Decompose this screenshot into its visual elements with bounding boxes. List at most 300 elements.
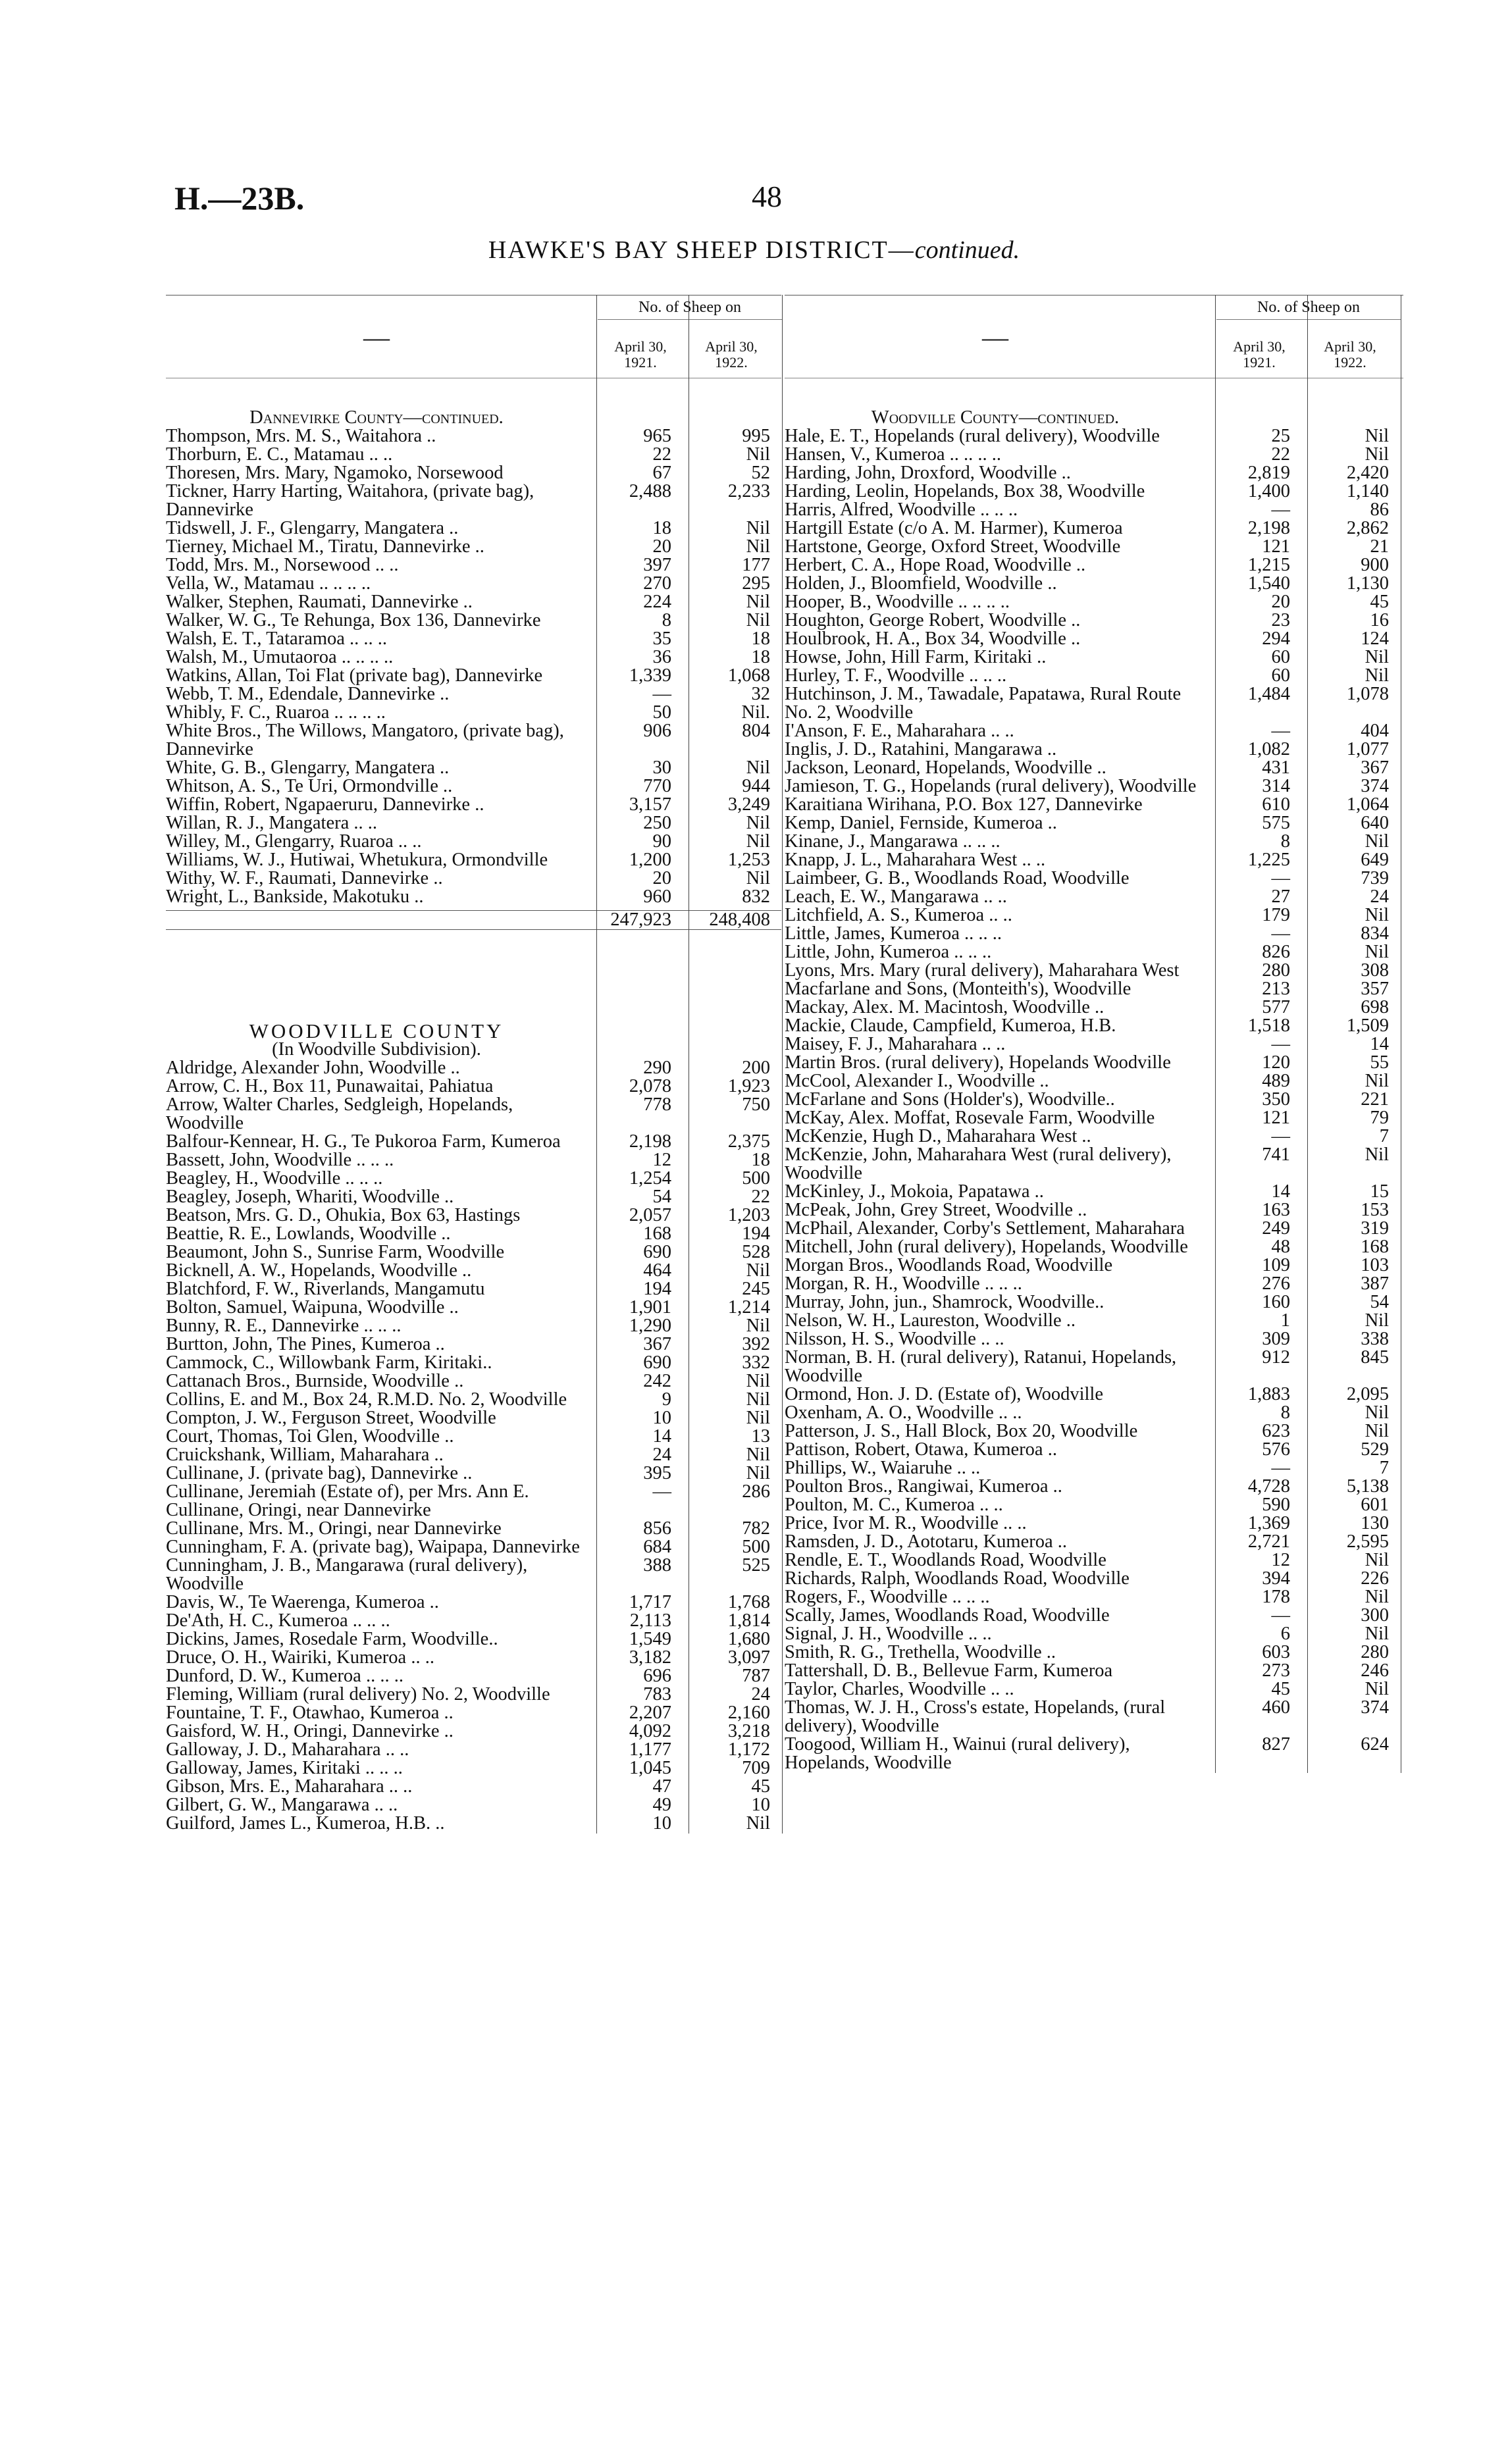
owner-name: Norman, B. H. (rural delivery), Ratanui, Hopelands, Woodville [785,1347,1177,1386]
table-row [785,962,1403,980]
sheep-1921: 965 [643,426,671,446]
owner-name: Beaumont, John S., Sunrise Farm, Woodville [166,1242,505,1262]
title-continued: continued. [914,236,1020,264]
owner-name: Kinane, J., Mangarawa .. .. .. [785,831,1001,852]
sheep-1922: Nil. [741,702,770,723]
table-row [785,980,1403,998]
owner-name: Rendle, E. T., Woodlands Road, Woodville [785,1550,1106,1570]
table-row [785,814,1403,833]
sheep-1922: 177 [742,555,770,575]
sheep-1922: 24 [751,1684,770,1705]
sheep-1921: 1,400 [1247,481,1290,501]
owner-name: Davis, W., Te Waerenga, Kumeroa .. [166,1592,439,1612]
owner-name: Richards, Ralph, Woodlands Road, Woodville [785,1568,1130,1589]
sheep-1922: 832 [742,886,770,907]
sheep-1922: 15 [1370,1181,1389,1202]
owner-name: Martin Bros. (rural delivery), Hopelands Woodville [785,1052,1171,1073]
table-row [785,925,1403,943]
sheep-1921: 121 [1262,536,1290,557]
table-row [785,1699,1403,1735]
sheep-1921: 309 [1262,1329,1290,1349]
table-row [785,1477,1403,1496]
sheep-1921: 22 [1271,444,1290,465]
sheep-1922: 10 [751,1795,770,1815]
sheep-1921: 1,254 [629,1168,671,1189]
sheep-1921: — [652,1481,671,1502]
sheep-1921: 778 [643,1094,671,1115]
owner-name: Cammock, C., Willowbank Farm, Kiritaki.. [166,1352,492,1373]
sheep-1921: 826 [1262,942,1290,962]
sheep-1921: 120 [1262,1052,1290,1073]
owner-name: Holden, J., Bloomfield, Woodville .. [785,573,1057,594]
sheep-1921: 9 [662,1389,671,1410]
owner-name: Kemp, Daniel, Fernside, Kumeroa .. [785,813,1057,833]
sheep-1922: 367 [1361,757,1389,778]
header-date-1921: April 30, 1921. [1233,338,1286,371]
sheep-1922: Nil [746,1445,770,1465]
table-row [785,648,1403,667]
sheep-1921: 314 [1262,776,1290,796]
owner-name: Balfour-Kennear, H. G., Te Pukoroa Farm, Kumeroa [166,1131,561,1152]
sheep-1921: 1,484 [1247,684,1290,704]
sheep-1921: 25 [1271,426,1290,446]
owner-name: Cattanach Bros., Burnside, Woodville .. [166,1371,464,1391]
sheep-1921: 10 [652,1813,671,1834]
sheep-1921: 270 [643,573,671,594]
owner-name: Harding, Leolin, Hopelands, Box 38, Woodville [785,481,1145,501]
table-row [785,1127,1403,1146]
right-table-header [785,295,1403,378]
sheep-1921: 590 [1262,1495,1290,1515]
table-row [785,1293,1403,1312]
sheep-1922: 1,814 [727,1610,770,1631]
sheep-1922: 1,077 [1346,739,1389,759]
owner-name: McKenzie, John, Maharahara West (rural delivery), Woodville [785,1144,1172,1183]
sheep-1922: 387 [1361,1273,1389,1294]
table-row [785,1643,1403,1662]
sheep-1922: 2,233 [727,481,770,501]
sheep-1922: Nil [746,1813,770,1834]
sheep-1922: 52 [751,463,770,483]
sheep-1922: 782 [742,1518,770,1539]
owner-name: McPeak, John, Grey Street, Woodville .. [785,1200,1087,1220]
sheep-1921: 8 [662,610,671,630]
sheep-1922: 45 [751,1776,770,1797]
owner-name: Guilford, James L., Kumeroa, H.B. .. [166,1813,445,1834]
sheep-1921: 36 [652,647,671,667]
sheep-1922: 698 [1361,997,1389,1017]
sheep-1922: 900 [1361,555,1389,575]
sheep-1922: 246 [1361,1660,1389,1681]
sheep-1921: 23 [1271,610,1290,630]
sheep-1921: — [1271,1458,1290,1478]
sheep-1922: 624 [1361,1734,1389,1755]
sheep-1921: 1,883 [1247,1384,1290,1404]
sheep-1921: 224 [643,592,671,612]
table-row [785,556,1403,575]
sheep-1922: 1,064 [1346,794,1389,815]
table-row [785,888,1403,906]
table-row [785,611,1403,630]
sheep-1921: 906 [643,721,671,741]
sheep-1921: 623 [1262,1421,1290,1441]
sheep-1922: 1,068 [727,665,770,686]
left-column [166,295,781,1833]
table-row [785,1459,1403,1477]
sheep-1921: 290 [643,1058,671,1078]
sheep-1921: 276 [1262,1273,1290,1294]
sheep-1922: 1,768 [727,1592,770,1612]
table-row [785,1146,1403,1183]
owner-name: Taylor, Charles, Woodville .. .. [785,1679,1014,1699]
sheep-1921: 213 [1262,979,1290,999]
owner-name: Collins, E. and M., Box 24, R.M.D. No. 2, Woodville [166,1389,567,1410]
owner-name: Price, Ivor M. R., Woodville .. .. [785,1513,1027,1533]
owner-name: McKay, Alex. Moffat, Rosevale Farm, Woodville [785,1108,1155,1128]
table-row [785,1330,1403,1348]
sheep-1922: 308 [1361,960,1389,981]
sheep-1922: 194 [742,1223,770,1244]
owner-name: Hutchinson, J. M., Tawadale, Papatawa, Rural Route No. 2, Woodville [785,684,1182,723]
sheep-1921: 610 [1262,794,1290,815]
sheep-1921: — [1271,500,1290,520]
sheep-1921: 194 [643,1279,671,1299]
owner-name: I'Anson, F. E., Maharahara .. .. [785,721,1014,741]
sheep-1922: 7 [1379,1126,1389,1146]
sheep-1922: 5,138 [1346,1476,1389,1497]
sheep-1921: 2,207 [629,1703,671,1723]
sheep-1921: 575 [1262,813,1290,833]
owner-name: Galloway, J. D., Maharahara .. .. [166,1739,409,1760]
table-row [785,1017,1403,1035]
section-heading: Woodville County—continued. [871,407,1120,428]
table-row [785,464,1403,482]
table-row [785,943,1403,962]
sheep-1922: 21 [1370,536,1389,557]
owner-name: Walker, W. G., Te Rehunga, Box 136, Dannevirke [166,610,541,630]
sheep-1921: 18 [652,518,671,538]
table-row [785,1238,1403,1256]
owner-name: Signal, J. H., Woodville .. .. [785,1624,992,1644]
owner-name: Jamieson, T. G., Hopelands (rural delivery), Woodville [785,776,1197,796]
sheep-1921: 27 [1271,886,1290,907]
sheep-1922: 804 [742,721,770,741]
owner-name: Hooper, B., Woodville .. .. .. .. [785,592,1010,612]
sheep-1921: 460 [1262,1697,1290,1718]
table-row [785,1219,1403,1238]
sheep-1922: 24 [1370,886,1389,907]
sheep-1921: 250 [643,813,671,833]
sheep-1921: 14 [652,1426,671,1447]
sheep-1922: Nil [1365,1144,1389,1165]
owner-name: Little, James, Kumeroa .. .. .. [785,923,1002,944]
table-row [785,1422,1403,1441]
sheep-1921: 294 [1262,629,1290,649]
sheep-1922: Nil [1365,1421,1389,1441]
owner-name: Beatson, Mrs. G. D., Ohukia, Box 63, Hastings [166,1205,521,1225]
sheep-1922: 357 [1361,979,1389,999]
sheep-1921: 60 [1271,665,1290,686]
sheep-1922: Nil [746,813,770,833]
sheep-1921: 8 [1280,1402,1290,1423]
table-row [785,722,1403,740]
sheep-1922: 2,160 [727,1703,770,1723]
sheep-1922: 124 [1361,629,1389,649]
total-1922: 248,408 [709,910,770,930]
owner-name: Williams, W. J., Hutiwai, Whetukura, Ormondville [166,850,548,870]
sheep-1922: Nil [1365,1550,1389,1570]
sheep-1922: 22 [751,1187,770,1207]
sheep-1922: Nil [746,868,770,888]
table-row [785,906,1403,925]
sheep-1921: 30 [652,757,671,778]
page-number: 48 [752,180,782,213]
sheep-1921: 49 [652,1795,671,1815]
owner-name: Pattison, Robert, Otawa, Kumeroa .. [785,1439,1057,1460]
title-main: HAWKE'S BAY SHEEP DISTRICT— [488,236,915,264]
sheep-1921: 394 [1262,1568,1290,1589]
sheep-1922: 1,214 [727,1297,770,1318]
owner-name: Compton, J. W., Ferguson Street, Woodville [166,1408,496,1428]
sheep-1922: Nil [746,1260,770,1281]
sheep-1921: 121 [1262,1108,1290,1128]
total-1921: 247,923 [610,910,671,930]
owner-name: Thomas, W. J. H., Cross's estate, Hopelands, (rural delivery), Woodville [785,1697,1166,1736]
table-row [785,777,1403,796]
sheep-1922: 280 [1361,1642,1389,1662]
sheep-1922: 404 [1361,721,1389,741]
owner-name: Lyons, Mrs. Mary (rural delivery), Maharahara West [785,960,1180,981]
sheep-1921: 168 [643,1223,671,1244]
sheep-1922: Nil [746,831,770,852]
sheep-1922: 153 [1361,1200,1389,1220]
sheep-1921: 576 [1262,1439,1290,1460]
owner-name: Laimbeer, G. B., Woodlands Road, Woodville [785,868,1130,888]
sheep-1922: Nil [746,757,770,778]
owner-name: Fleming, William (rural delivery) No. 2, Woodville [166,1684,550,1705]
section-heading: WOODVILLE COUNTY [249,1019,504,1042]
document-code: H.—23B. [174,180,305,217]
owner-name: Arrow, Walter Charles, Sedgleigh, Hopelands, Woodville [166,1094,513,1133]
owner-name: White, G. B., Glengarry, Mangatera .. [166,757,450,778]
table-row [785,1109,1403,1127]
table-row [785,1551,1403,1570]
owner-name: Houlbrook, H. A., Box 34, Woodville .. [785,629,1081,649]
owner-name: Hale, E. T., Hopelands (rural delivery), Woodville [785,426,1160,446]
sheep-1921: 2,721 [1247,1531,1290,1552]
sheep-1922: 200 [742,1058,770,1078]
table-row [785,575,1403,593]
column-rule [782,295,783,1834]
sheep-1922: Nil [1365,665,1389,686]
sheep-1921: 280 [1262,960,1290,981]
owner-name: Cullinane, Mrs. M., Oringi, near Dannevirke [166,1518,502,1539]
sheep-1921: 163 [1262,1200,1290,1220]
sheep-1922: 130 [1361,1513,1389,1533]
owner-name: Smith, R. G., Trethella, Woodville .. [785,1642,1056,1662]
owner-name: Willan, R. J., Mangatera .. .. [166,813,377,833]
table-row [785,1091,1403,1109]
section-heading: Dannevirke County—continued. [249,407,504,428]
sheep-1922: 55 [1370,1052,1389,1073]
sheep-1921: 397 [643,555,671,575]
sheep-1922: 1,203 [727,1205,770,1225]
owner-name: Litchfield, A. S., Kumeroa .. .. [785,905,1012,925]
owner-name: Harding, John, Droxford, Woodville .. [785,463,1071,483]
sheep-1922: 1,140 [1346,481,1389,501]
sheep-1921: 14 [1271,1181,1290,1202]
owner-name: Whitson, A. S., Te Uri, Ormondville .. [166,776,453,796]
owner-name: Todd, Mrs. M., Norsewood .. .. [166,555,399,575]
sheep-1921: 12 [1271,1550,1290,1570]
sheep-1922: Nil [1365,1587,1389,1607]
table-row [785,1404,1403,1422]
sheep-1922: 3,249 [727,794,770,815]
table-row [785,796,1403,814]
table-row [785,1054,1403,1072]
sheep-1922: 2,862 [1346,518,1389,538]
owner-name: Nelson, W. H., Laureston, Woodville .. [785,1310,1076,1331]
sheep-1921: 179 [1262,905,1290,925]
sheep-1922: 845 [1361,1347,1389,1368]
sheep-1922: 54 [1370,1292,1389,1312]
sheep-1922: Nil [746,610,770,630]
owner-name: Harris, Alfred, Woodville .. .. .. [785,500,1018,520]
column-rule [596,295,597,1834]
sheep-1921: 6 [1280,1624,1290,1644]
sheep-1921: 22 [652,444,671,465]
sheep-1921: 160 [1262,1292,1290,1312]
owner-name: Thompson, Mrs. M. S., Waitahora .. [166,426,436,446]
owner-name: Beagley, Joseph, Whariti, Woodville .. [166,1187,454,1207]
owner-name: McFarlane and Sons (Holder's), Woodville.. [785,1089,1115,1110]
sheep-1921: 273 [1262,1660,1290,1681]
sheep-1921: 8 [1280,831,1290,852]
owner-name: Walsh, E. T., Tataramoa .. .. .. [166,629,388,649]
sheep-1922: 45 [1370,592,1389,612]
owner-name: Thoresen, Mrs. Mary, Ngamoko, Norsewood [166,463,504,483]
sheep-1922: 286 [742,1481,770,1502]
sheep-1922: 649 [1361,850,1389,870]
table-row [785,833,1403,851]
sheep-1921: 1,717 [629,1592,671,1612]
owner-name: Cunningham, J. B., Mangarawa (rural delivery), Woodville [166,1555,528,1594]
table-row [785,740,1403,759]
sheep-1921: 1,549 [629,1629,671,1649]
sheep-1921: 2,078 [629,1076,671,1096]
owner-name: Nilsson, H. S., Woodville .. .. [785,1329,1004,1349]
sheep-1921: — [1271,923,1290,944]
sheep-1921: 696 [643,1666,671,1686]
owner-name: McKenzie, Hugh D., Maharahara West .. [785,1126,1091,1146]
section-subheading: (In Woodville Subdivision). [272,1039,481,1060]
owner-name: Maisey, F. J., Maharahara .. .. [785,1034,1006,1054]
sheep-1922: 221 [1361,1089,1389,1110]
sheep-1922: Nil [1365,1679,1389,1699]
owner-name: Houghton, George Robert, Woodville .. [785,610,1081,630]
right-rows-woodville [785,427,1403,1772]
owner-name: Hartstone, George, Oxford Street, Woodville [785,536,1121,557]
sheep-1921: 4,728 [1247,1476,1290,1497]
sheep-1921: 50 [652,702,671,723]
sheep-1921: 48 [1271,1237,1290,1257]
owner-name: Murray, John, jun., Shamrock, Woodville.. [785,1292,1105,1312]
owner-name: Poulton, M. C., Kumeroa .. .. [785,1495,1003,1515]
owner-name: Leach, E. W., Mangarawa .. .. [785,886,1007,907]
sheep-1921: 60 [1271,647,1290,667]
table-row [785,851,1403,869]
sheep-1922: 640 [1361,813,1389,833]
sheep-1921: 856 [643,1518,671,1539]
sheep-1921: 960 [643,886,671,907]
owner-name: Webb, T. M., Edendale, Dannevirke .. [166,684,450,704]
table-row [785,1385,1403,1404]
sheep-1922: 2,375 [727,1131,770,1152]
owner-name: Gibson, Mrs. E., Maharahara .. .. [166,1776,413,1797]
table-row [785,1348,1403,1385]
sheep-1922: 14 [1370,1034,1389,1054]
sheep-1922: 1,509 [1346,1015,1389,1036]
owner-name: Bolton, Samuel, Waipuna, Woodville .. [166,1297,459,1318]
sheep-1921: 603 [1262,1642,1290,1662]
owner-name: Vella, W., Matamau .. .. .. .. [166,573,371,594]
sheep-1922: 787 [742,1666,770,1686]
sheep-1922: 709 [742,1758,770,1778]
sheep-1921: 464 [643,1260,671,1281]
sheep-1921: 1,518 [1247,1015,1290,1036]
header-sheep-on: No. of Sheep on [598,298,782,320]
sheep-1922: Nil [1365,1402,1389,1423]
owner-name: Little, John, Kumeroa .. .. .. [785,942,992,962]
sheep-1921: 2,198 [1247,518,1290,538]
owner-name: Inglis, J. D., Ratahini, Mangarawa .. [785,739,1057,759]
owner-name: Bassett, John, Woodville .. .. .. [166,1150,394,1170]
sheep-1921: — [1271,868,1290,888]
sheep-1922: Nil [746,1371,770,1391]
sheep-1922: 16 [1370,610,1389,630]
sheep-1922: 2,420 [1346,463,1389,483]
sheep-1921: 54 [652,1187,671,1207]
owner-name: Galloway, James, Kiritaki .. .. .. [166,1758,403,1778]
sheep-1922: Nil [1365,444,1389,465]
sheep-1922: Nil [1365,942,1389,962]
sheep-1921: 912 [1262,1347,1290,1368]
column-rule [1215,295,1216,1773]
owner-name: McCool, Alexander I., Woodville .. [785,1071,1049,1091]
owner-name: White Bros., The Willows, Mangatoro, (private bag), Dannevirke [166,721,564,759]
sheep-1921: 2,819 [1247,463,1290,483]
sheep-1922: 392 [742,1334,770,1354]
table-row [785,1570,1403,1588]
sheep-1921: 684 [643,1537,671,1557]
sheep-1921: 47 [652,1776,671,1797]
table-row [785,1035,1403,1054]
sheep-1921: 1,339 [629,665,671,686]
owner-name: Herbert, C. A., Hope Road, Woodville .. [785,555,1086,575]
owner-name: Beattie, R. E., Lowlands, Woodville .. [166,1223,451,1244]
table-row [785,667,1403,685]
sheep-1921: 20 [1271,592,1290,612]
sheep-1922: 525 [742,1555,770,1576]
sheep-1921: 242 [643,1371,671,1391]
sheep-1921: 1,901 [629,1297,671,1318]
sheep-1922: 1,078 [1346,684,1389,704]
owner-name: Tickner, Harry Harting, Waitahora, (private bag), Dannevirke [166,481,534,520]
owner-name: Gaisford, W. H., Oringi, Dannevirke .. [166,1721,454,1741]
owner-name: Oxenham, A. O., Woodville .. .. [785,1402,1022,1423]
sheep-1922: Nil [1365,1310,1389,1331]
sheep-1921: 1,177 [629,1739,671,1760]
